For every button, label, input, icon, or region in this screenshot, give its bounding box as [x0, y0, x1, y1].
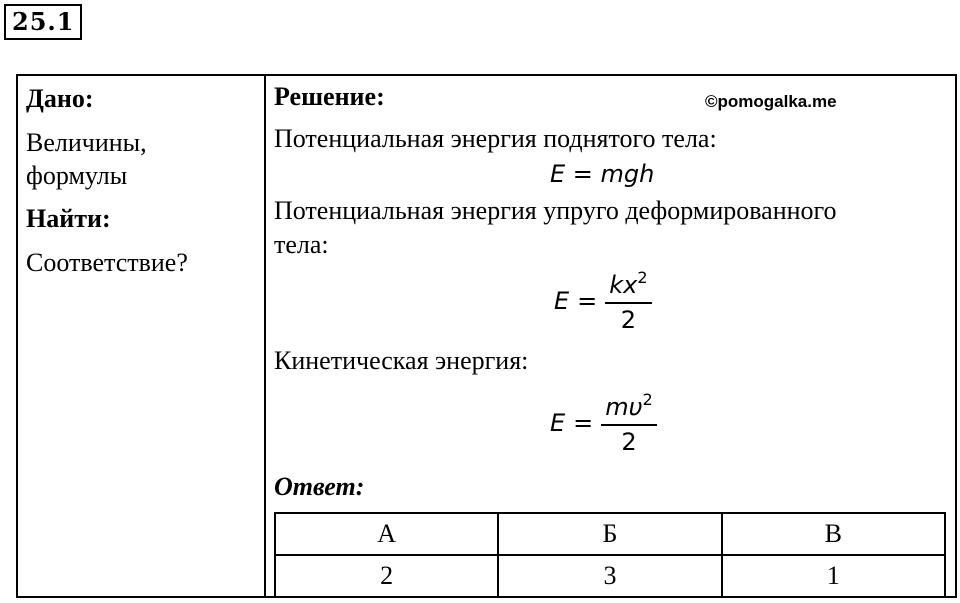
solution-line-1: Потенциальная энергия поднятого тела: — [274, 124, 717, 153]
find-header: Найти: — [26, 204, 111, 233]
answer-value-b: 3 — [498, 555, 721, 597]
formula2-fraction — [605, 268, 651, 334]
formula-potential-elastic — [554, 268, 652, 334]
formula3-den: 2 — [621, 428, 637, 456]
formula2-num: kx — [609, 271, 638, 299]
formula3-eq: = — [573, 409, 594, 437]
watermark: ©pomogalka.me — [705, 92, 837, 111]
answer-header: Ответ: — [274, 472, 365, 501]
answer-col-b: Б — [498, 513, 721, 555]
answer-value-a: 2 — [275, 555, 498, 597]
solution-line-3: тела: — [274, 230, 329, 259]
solution-line-2: Потенциальная энергия упруго деформированного — [274, 196, 837, 225]
answer-table — [274, 512, 946, 598]
answer-col-a: А — [275, 513, 498, 555]
formula2-den: 2 — [620, 306, 637, 334]
answer-col-v: В — [722, 513, 945, 555]
given-line-1: Величины, — [26, 128, 147, 157]
column-divider — [264, 76, 266, 596]
given-line-2: формулы — [26, 161, 128, 190]
formula3-exp: 2 — [642, 390, 653, 409]
answer-value-row — [275, 555, 945, 597]
formula-kinetic — [550, 390, 657, 456]
find-body: Соответствие? — [26, 248, 188, 277]
formula2-eq: = — [577, 287, 598, 315]
problem-number: 25.1 — [4, 4, 82, 40]
given-header: Дано: — [26, 84, 94, 113]
given-body — [26, 126, 147, 192]
answer-header-row — [275, 513, 945, 555]
formula3-num: mυ — [605, 393, 643, 421]
formula3-fraction — [601, 390, 656, 456]
formula2-numerator — [605, 268, 651, 302]
formula3-lhs: E — [550, 409, 566, 437]
solution-header: Решение: — [274, 82, 385, 111]
solution-line-4: Кинетическая энергия: — [274, 346, 529, 375]
formula2-exp: 2 — [637, 268, 648, 287]
solution-frame — [16, 74, 957, 598]
answer-value-v: 1 — [722, 555, 945, 597]
formula2-lhs: E — [554, 287, 570, 315]
formula-potential-lifted: E = mgh — [550, 160, 655, 188]
formula3-numerator — [601, 390, 656, 424]
